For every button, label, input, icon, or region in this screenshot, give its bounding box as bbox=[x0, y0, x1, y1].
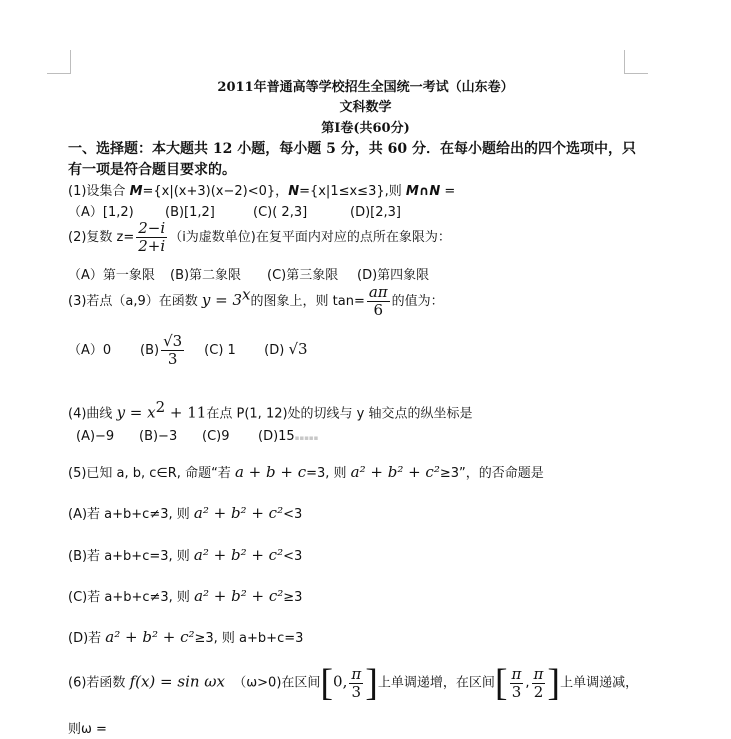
question-3-stem: (3)若点（a,9）在函数 $y = 3^x$的图象上，则 tan= $\frac{a\pi}{6}$ 的值为： bbox=[68, 283, 444, 319]
question-1-options bbox=[68, 201, 401, 220]
fraction: $\frac{2-i}{2+i}$ bbox=[138, 219, 166, 255]
option-d: (D)第四象限 bbox=[357, 268, 430, 283]
question-5-option-d: (D)若 a² + b² + c²≥3, 则 a+b+c=3 bbox=[68, 628, 304, 646]
option-a: (A)−9 bbox=[76, 429, 115, 444]
option-d: (D)15 bbox=[258, 429, 295, 444]
question-4-stem: (4)曲线 $y = x^2 + 11$在点 P(1, 12)处的切线与 y 轴交点的纵坐标是 bbox=[68, 398, 473, 422]
question-5-option-c: (C)若 a+b+c≠3, 则 a² + b² + c²≥3 bbox=[68, 587, 303, 605]
question-6-stem: (6)若函数 f(x) = sin ωx （ω>0)在区间[0, $\frac{\pi}{3}$ ]上单调递增，在区间[ $\frac{\pi}{3}$ , $\frac{\pi}{2}$ ]上单调递减， bbox=[68, 662, 639, 704]
question-5-option-b: (B)若 a+b+c=3, 则 a² + b² + c²<3 bbox=[68, 546, 303, 564]
option-b: (B)−3 bbox=[139, 429, 178, 444]
option-c: (C)9 bbox=[202, 429, 230, 444]
option-c: (C)第三象限 bbox=[267, 268, 339, 283]
exam-subject: 文科数学 bbox=[339, 100, 392, 115]
option-d: (D) √3 bbox=[264, 340, 308, 358]
left-bracket: [ bbox=[494, 662, 508, 704]
question-4-options bbox=[76, 429, 318, 444]
fraction: $\frac{\pi}{3}$ bbox=[511, 664, 522, 701]
question-5-stem: (5)已知 a, b, c∈R, 命题“若 a + b + c=3, 则 a² + b² + c²≥3”，的否命题是 bbox=[68, 463, 544, 481]
fraction: $\frac{a\pi}{6}$ bbox=[368, 283, 388, 319]
exam-part: 第Ⅰ卷(共60分) bbox=[321, 121, 410, 136]
right-bracket: ] bbox=[547, 662, 561, 704]
option-c: (C) 1 bbox=[204, 343, 236, 358]
faint-mark: ▪▪▪▪▪ bbox=[294, 434, 319, 442]
option-c: (C)( 2,3] bbox=[253, 205, 308, 220]
option-b: (B)第二象限 bbox=[170, 268, 242, 283]
question-2-stem: (2)复数 z= $\frac{2-i}{2+i}$ （i为虚数单位)在复平面内对应的点所在象限为： bbox=[68, 219, 451, 255]
option-a: （A）[1,2) bbox=[68, 205, 134, 220]
question-6-line2: 则ω = bbox=[68, 722, 107, 737]
option-b: (B)[1,2] bbox=[165, 205, 215, 220]
left-bracket: [ bbox=[320, 662, 334, 704]
question-3-options bbox=[68, 333, 308, 368]
fraction: $\frac{√3}{3}$ bbox=[163, 332, 183, 368]
section-instructions-line2: 有一项是符合题目要求的。 bbox=[68, 162, 236, 178]
option-a: （A）第一象限 bbox=[68, 268, 155, 283]
option-a: （A）0 bbox=[68, 343, 112, 358]
section-instructions-line1: 一、选择题：本大题共 12 小题，每小题 5 分，共 60 分．在每小题给出的四个选项中，只 bbox=[68, 141, 636, 157]
fraction: $\frac{\pi}{2}$ bbox=[533, 664, 544, 701]
exam-title: 2011年普通高等学校招生全国统一考试（山东卷） bbox=[217, 80, 514, 95]
fraction: $\frac{\pi}{3}$ bbox=[351, 664, 362, 701]
question-2-options bbox=[68, 264, 429, 283]
page-corner-mark-left bbox=[47, 50, 71, 74]
question-1-stem: (1)设集合 M={x|(x+3)(x−2)<0}，N={x|1≤x≤3},则 M∩N = bbox=[68, 184, 456, 199]
option-b: (B) $\frac{√3}{3}$ bbox=[140, 332, 183, 368]
page-corner-mark-right bbox=[624, 50, 648, 74]
right-bracket: ] bbox=[365, 662, 378, 704]
question-5-option-a: (A)若 a+b+c≠3, 则 a² + b² + c²<3 bbox=[68, 504, 303, 522]
option-d: (D)[2,3] bbox=[350, 205, 401, 220]
